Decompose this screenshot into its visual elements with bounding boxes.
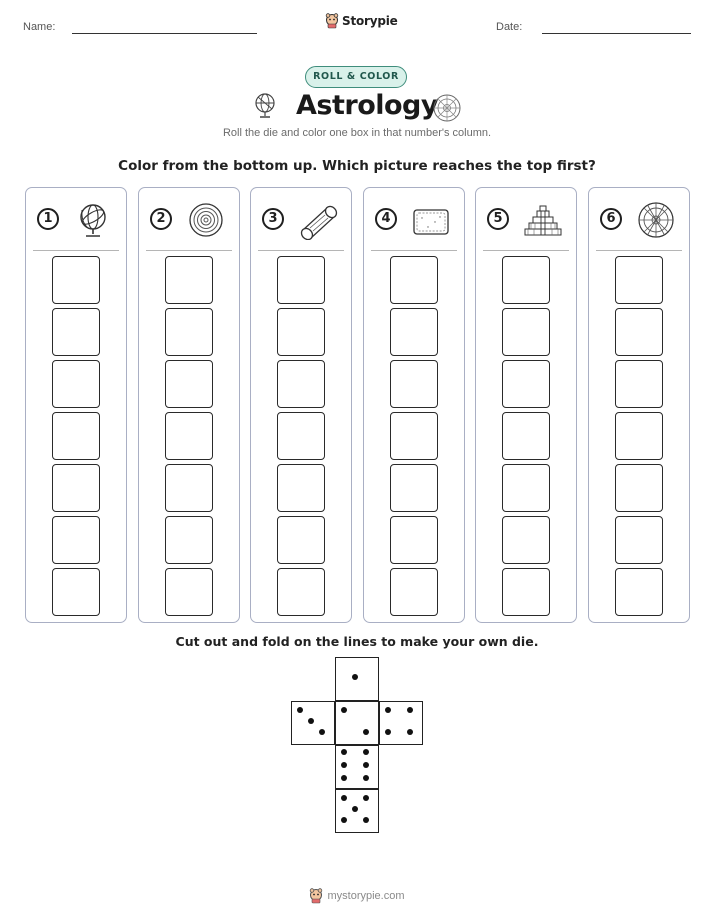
roll-column-4	[363, 187, 465, 623]
color-box[interactable]	[502, 256, 550, 304]
color-box[interactable]	[277, 412, 325, 460]
coloring-instruction: Color from the bottom up. Which picture reaches the top first?	[118, 158, 596, 174]
column-number: 2	[150, 208, 172, 230]
brand-name: Storypie	[342, 14, 398, 28]
color-box[interactable]	[277, 516, 325, 564]
column-divider	[371, 250, 457, 251]
color-box[interactable]	[52, 412, 100, 460]
color-box[interactable]	[165, 412, 213, 460]
color-box[interactable]	[390, 516, 438, 564]
roll-column-3	[250, 187, 352, 623]
die-pip	[297, 707, 303, 713]
die-pip	[385, 707, 391, 713]
column-number: 5	[487, 208, 509, 230]
die-pip	[407, 729, 413, 735]
date-label: Date:	[496, 21, 523, 33]
page-title: Astrology	[296, 90, 438, 121]
stone-tablet-icon	[410, 200, 452, 240]
die-face-3	[291, 701, 335, 745]
color-box[interactable]	[390, 256, 438, 304]
column-divider	[596, 250, 682, 251]
color-box[interactable]	[277, 308, 325, 356]
die-pip	[363, 762, 369, 768]
scroll-icon	[297, 200, 339, 240]
color-box[interactable]	[277, 256, 325, 304]
column-number: 6	[600, 208, 622, 230]
die-pip	[341, 817, 347, 823]
color-box[interactable]	[52, 360, 100, 408]
zodiac-wheel-icon	[432, 93, 462, 123]
color-box[interactable]	[615, 360, 663, 408]
color-box[interactable]	[52, 256, 100, 304]
column-header	[364, 188, 464, 250]
die-face-1	[335, 657, 379, 701]
color-box[interactable]	[277, 464, 325, 512]
footer-url[interactable]: mystorypie.com	[327, 890, 405, 902]
color-box[interactable]	[615, 256, 663, 304]
die-pip	[319, 729, 325, 735]
step-pyramid-icon	[522, 200, 564, 240]
color-box[interactable]	[52, 516, 100, 564]
color-box[interactable]	[502, 568, 550, 616]
color-box[interactable]	[390, 412, 438, 460]
color-box[interactable]	[615, 516, 663, 564]
color-box[interactable]	[615, 412, 663, 460]
column-number: 4	[375, 208, 397, 230]
color-box[interactable]	[390, 360, 438, 408]
color-box[interactable]	[502, 412, 550, 460]
die-pip	[341, 795, 347, 801]
die-pip	[363, 795, 369, 801]
subtitle: Roll the die and color one box in that number's column.	[222, 127, 492, 139]
color-box[interactable]	[502, 360, 550, 408]
die-face-2	[335, 701, 379, 745]
column-number: 3	[262, 208, 284, 230]
die-pip	[341, 775, 347, 781]
column-header	[251, 188, 351, 250]
die-pip	[407, 707, 413, 713]
zodiac-wheel-icon	[635, 200, 677, 240]
color-box[interactable]	[502, 516, 550, 564]
color-box[interactable]	[165, 568, 213, 616]
color-box[interactable]	[277, 360, 325, 408]
color-box[interactable]	[502, 308, 550, 356]
name-label: Name:	[23, 21, 56, 33]
color-box[interactable]	[165, 516, 213, 564]
roll-column-5	[475, 187, 577, 623]
die-pip	[341, 749, 347, 755]
die-pip	[363, 817, 369, 823]
roll-and-color-badge: ROLL & COLOR	[305, 66, 407, 88]
column-divider	[483, 250, 569, 251]
column-number: 1	[37, 208, 59, 230]
date-line[interactable]	[542, 33, 691, 34]
color-box[interactable]	[615, 568, 663, 616]
die-pip	[363, 749, 369, 755]
die-instruction: Cut out and fold on the lines to make your own die.	[175, 634, 539, 649]
color-box[interactable]	[390, 568, 438, 616]
roll-column-6	[588, 187, 690, 623]
die-pip	[363, 775, 369, 781]
color-box[interactable]	[165, 256, 213, 304]
color-box[interactable]	[52, 308, 100, 356]
die-pip	[341, 762, 347, 768]
column-header	[139, 188, 239, 250]
die-pip	[352, 674, 358, 680]
color-box[interactable]	[615, 308, 663, 356]
color-box[interactable]	[390, 308, 438, 356]
roll-column-2	[138, 187, 240, 623]
armillary-sphere-icon	[72, 200, 114, 240]
color-box[interactable]	[52, 568, 100, 616]
color-box[interactable]	[502, 464, 550, 512]
brand-logo	[325, 13, 398, 29]
die-pip	[352, 806, 358, 812]
color-box[interactable]	[615, 464, 663, 512]
mascot-icon	[309, 888, 323, 904]
color-box[interactable]	[277, 568, 325, 616]
color-box[interactable]	[165, 464, 213, 512]
color-box[interactable]	[165, 360, 213, 408]
column-header	[26, 188, 126, 250]
column-header	[476, 188, 576, 250]
die-face-5	[335, 789, 379, 833]
die-face-4	[379, 701, 423, 745]
color-box[interactable]	[390, 464, 438, 512]
concentric-rings-icon	[185, 200, 227, 240]
roll-column-1	[25, 187, 127, 623]
mascot-icon	[325, 13, 339, 29]
name-line[interactable]	[72, 33, 257, 34]
die-pip	[341, 707, 347, 713]
die-face-6	[335, 745, 379, 789]
die-pip	[308, 718, 314, 724]
die-pip	[363, 729, 369, 735]
column-divider	[33, 250, 119, 251]
column-header	[589, 188, 689, 250]
footer	[0, 888, 714, 904]
color-box[interactable]	[52, 464, 100, 512]
column-divider	[258, 250, 344, 251]
globe-icon	[252, 92, 278, 120]
column-divider	[146, 250, 232, 251]
die-pip	[385, 729, 391, 735]
color-box[interactable]	[165, 308, 213, 356]
